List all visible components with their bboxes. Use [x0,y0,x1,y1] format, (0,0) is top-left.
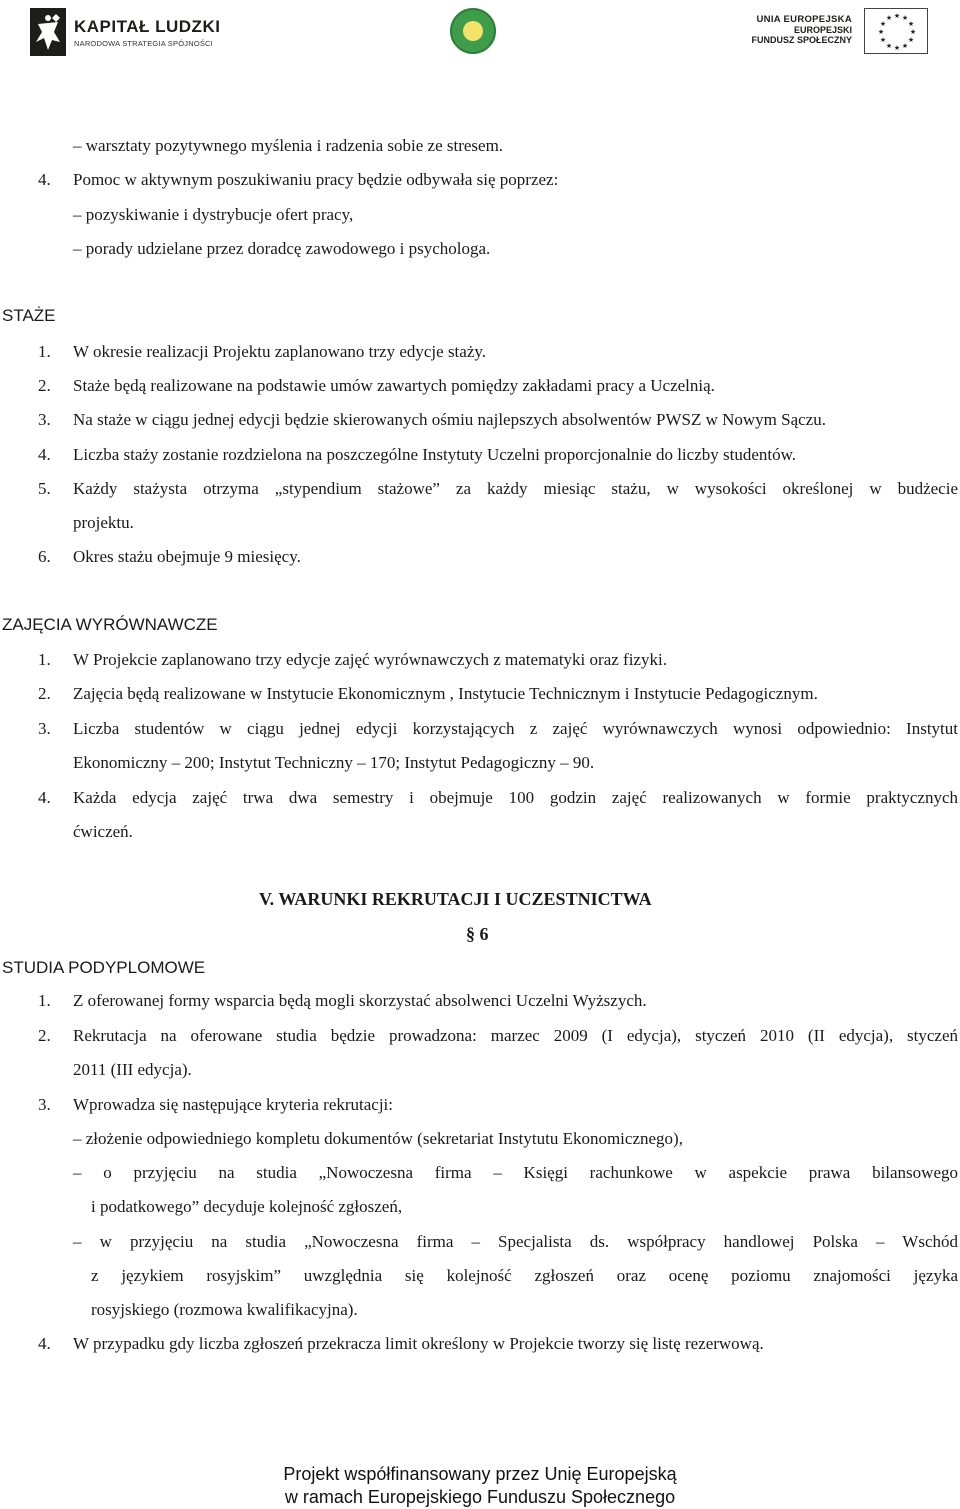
kapital-ludzki-title: KAPITAŁ LUDZKI [74,17,221,36]
list-number: 4. [38,170,51,189]
studia-heading: STUDIA PODYPLOMOWE [2,958,206,977]
studia-item: W przypadku gdy liczba zgłoszeń przekracza limit określony w Projekcie tworzy się listę rezerwową. [73,1334,764,1353]
zajecia-heading: ZAJĘCIA WYRÓWNAWCZE [2,615,218,634]
footer-line2: w ramach Europejskiego Funduszu Społecznego [284,1487,676,1507]
list-number: 5. [38,479,51,498]
criteria-item-continuation: i podatkowego” decyduje kolejność zgłoszeń, [91,1197,403,1216]
criteria-item: – w przyjęciu na studia „Nowoczesna firma – Specjalista ds. współpracy handlowej Polska – Wschód [73,1232,958,1251]
zajecia-item-continuation: Ekonomiczny – 200; Instytut Techniczny – 170; Instytut Pedagogiczny – 90. [73,753,595,772]
svg-text:★: ★ [901,42,909,50]
footer-line1: Projekt współfinansowany przez Unię Europejską [283,1464,677,1484]
kapital-ludzki-subtitle: NARODOWA STRATEGIA SPÓJNOŚCI [74,39,213,48]
intro-item: – porady udzielane przez doradcę zawodowego i psychologa. [73,239,491,258]
staze-item: Staże będą realizowane na podstawie umów zawartych pomiędzy zakładami pracy a Uczelnią. [73,376,715,395]
staze-heading: STAŻE [2,306,56,325]
studia-item: Wprowadza się następujące kryteria rekrutacji: [73,1095,394,1114]
svg-text:★: ★ [901,14,909,22]
staze-item: Na staże w ciągu jednej edycji będzie skierowanych ośmiu najlepszych absolwentów PWSZ w Nowym Sączu. [73,410,826,429]
staze-item: Każdy stażysta otrzyma „stypendium stażowe” za każdy miesiąc stażu, w wysokości określonej w budżecie [73,479,958,498]
eu-logo [740,8,940,58]
list-number: 4. [38,445,51,464]
staze-item: W okresie realizacji Projektu zaplanowano trzy edycje staży. [73,342,487,361]
zajecia-item: Zajęcia będą realizowane w Instytucie Ekonomicznym , Instytucie Technicznym i Instytucie Pedagogicznym. [73,684,818,703]
svg-text:★: ★ [885,14,893,22]
criteria-item: – złożenie odpowiedniego kompletu dokumentów (sekretariat Instytutu Ekonomicznego), [73,1129,683,1148]
list-number: 2. [38,1026,51,1045]
list-number: 3. [38,1095,51,1114]
svg-text:★: ★ [893,44,901,52]
zajecia-item: Liczba studentów w ciągu jednej edycji korzystających z zajęć wyrównawczych wynosi odpowiednio: Instytut [73,719,958,738]
svg-text:★: ★ [909,28,917,36]
staze-item-continuation: projektu. [73,513,134,532]
studia-item: Z oferowanej formy wsparcia będą mogli skorzystać absolwenci Uczelni Wyższych. [73,991,647,1010]
svg-text:★: ★ [879,36,887,44]
zajecia-item-continuation: ćwiczeń. [73,822,133,841]
list-number: 6. [38,547,51,566]
list-number: 1. [38,650,51,669]
svg-text:★: ★ [885,42,893,50]
section-paragraph-mark: § 6 [466,924,489,944]
svg-text:★: ★ [877,28,885,36]
eu-logo-line2: EUROPEJSKI [793,25,852,35]
svg-text:★: ★ [907,20,915,28]
kapital-ludzki-logo [30,8,230,60]
list-number: 4. [38,1334,51,1353]
institution-seal-icon [450,8,496,54]
staze-item: Okres stażu obejmuje 9 miesięcy. [73,547,301,566]
staze-item: Liczba staży zostanie rozdzielona na poszczególne Instytuty Uczelni proporcjonalnie do liczby studentów. [73,445,797,464]
list-number: 2. [38,376,51,395]
studia-item: Rekrutacja na oferowane studia będzie prowadzona: marzec 2009 (I edycja), styczeń 2010 (II edycja), styczeń [73,1026,958,1045]
kapital-ludzki-emblem-icon [30,8,66,56]
list-number: 3. [38,410,51,429]
header-logos [0,0,960,70]
intro-item: – warsztaty pozytywnego myślenia i radzenia sobie ze stresem. [73,136,504,155]
intro-item: – pozyskiwanie i dystrybucje ofert pracy, [73,205,354,224]
section-title: V. WARUNKI REKRUTACJI I UCZESTNICTWA [259,889,652,909]
list-number: 4. [38,788,51,807]
eu-flag-icon [864,8,928,54]
studia-item-continuation: 2011 (III edycja). [73,1060,192,1079]
svg-text:★: ★ [893,12,901,20]
criteria-item: – o przyjęciu na studia „Nowoczesna firma – Księgi rachunkowe w aspekcie prawa bilansowego [73,1163,958,1182]
list-number: 1. [38,991,51,1010]
zajecia-item: W Projekcie zaplanowano trzy edycje zajęć wyrównawczych z matematyki oraz fizyki. [73,650,667,669]
list-number: 3. [38,719,51,738]
svg-text:★: ★ [879,20,887,28]
eu-logo-line1: UNIA EUROPEJSKA [756,14,852,25]
list-number: 2. [38,684,51,703]
eu-logo-line3: FUNDUSZ SPOŁECZNY [751,35,852,45]
intro-item: Pomoc w aktywnym poszukiwaniu pracy będzie odbywała się poprzez: [73,170,559,189]
list-number: 1. [38,342,51,361]
criteria-item-continuation: rosyjskiego (rozmowa kwalifikacyjna). [91,1300,358,1319]
svg-text:★: ★ [907,36,915,44]
zajecia-item: Każda edycja zajęć trwa dwa semestry i obejmuje 100 godzin zajęć realizowanych w formie praktycznych [73,788,958,807]
criteria-item-continuation: z językiem rosyjskim” uwzględnia się kolejność zgłoszeń oraz ocenę poziomu znajomości języka [91,1266,958,1285]
